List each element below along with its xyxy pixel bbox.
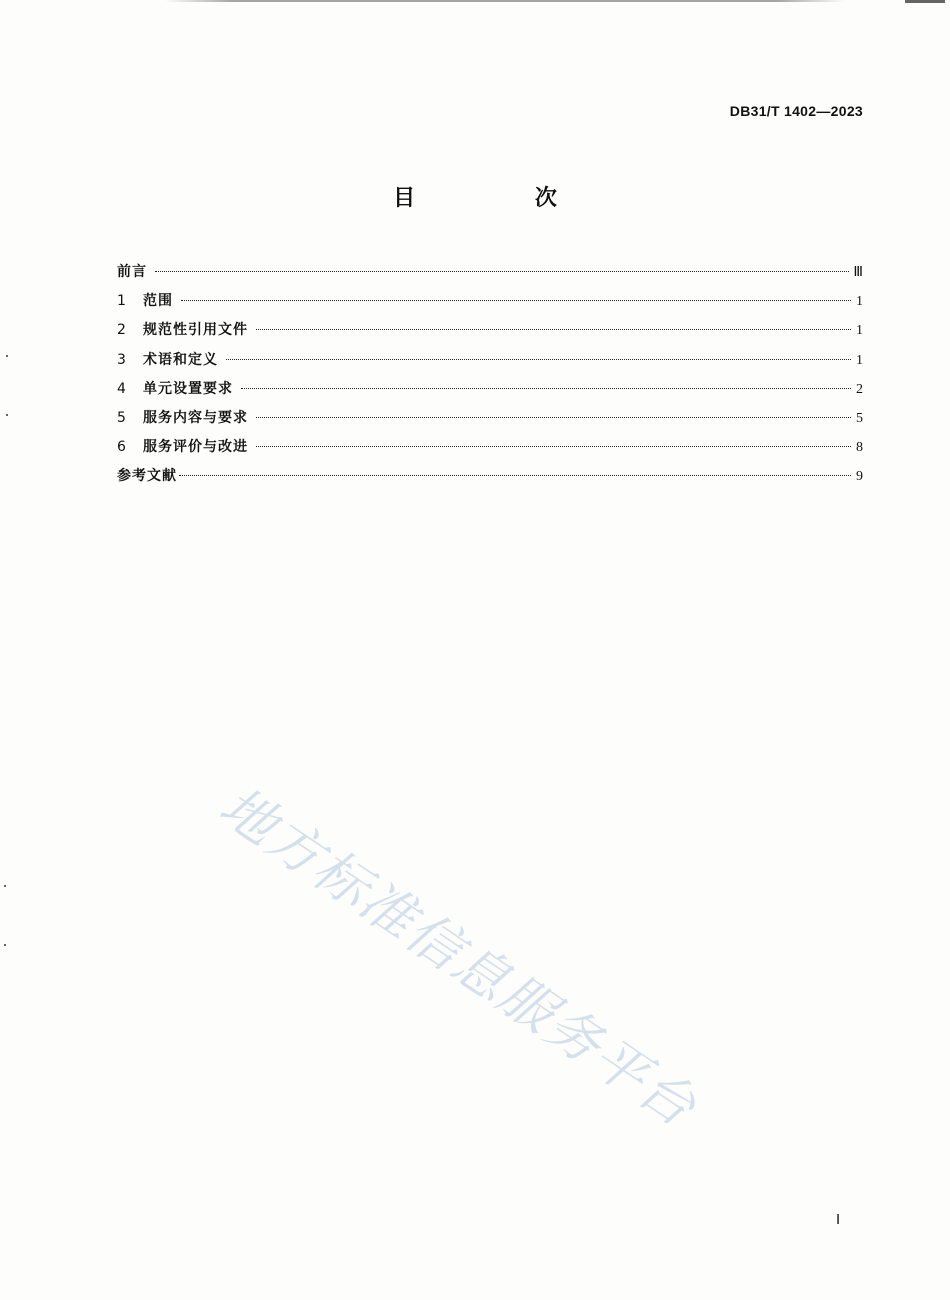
table-of-contents [117, 258, 863, 492]
toc-entry-page: 8 [856, 440, 863, 456]
toc-entry-unit-setup[interactable] [117, 375, 863, 404]
toc-leader-dots [226, 359, 851, 360]
toc-entry-text: 术语和定义 [143, 351, 218, 368]
toc-entry-number: 3 [117, 351, 126, 368]
toc-entry-number: 1 [117, 293, 126, 310]
toc-leader-dots [256, 329, 851, 330]
toc-entry-text: 参考文献 [117, 468, 177, 485]
toc-leader-dots [181, 300, 851, 301]
toc-entry-scope[interactable] [117, 287, 863, 316]
toc-entry-number: 5 [117, 409, 126, 426]
scan-edge-top [165, 0, 845, 2]
page-title: 目 次 [393, 186, 613, 211]
toc-entry-terms[interactable] [117, 346, 863, 375]
watermark: 地方标准信息服务平台 [208, 774, 709, 1140]
scan-speck [4, 944, 6, 946]
toc-entry-page: 9 [856, 469, 863, 485]
toc-entry-service-evaluation[interactable] [117, 433, 863, 462]
toc-entry-page: 1 [856, 294, 863, 310]
toc-entry-page: Ⅲ [853, 265, 863, 280]
toc-entry-page: 1 [856, 352, 863, 368]
toc-leader-dots [179, 475, 851, 476]
toc-entry-text: 范围 [143, 293, 173, 310]
scan-speck [6, 355, 8, 357]
scan-speck [6, 414, 8, 416]
toc-leader-dots [155, 271, 849, 272]
toc-entry-text: 规范性引用文件 [143, 322, 248, 339]
toc-entry-number: 4 [117, 380, 126, 397]
page-number: Ⅰ [836, 1213, 841, 1228]
toc-entry-bibliography[interactable] [117, 462, 863, 491]
standard-code: DB31/T 1402—2023 [729, 103, 863, 119]
toc-entry-number: 2 [117, 322, 126, 339]
toc-entry-foreword[interactable] [117, 258, 863, 287]
scan-speck [4, 885, 6, 887]
toc-entry-number: 6 [117, 439, 126, 456]
toc-entry-text: 服务评价与改进 [143, 439, 248, 456]
toc-entry-text: 单元设置要求 [143, 380, 233, 397]
toc-entry-text: 服务内容与要求 [143, 409, 248, 426]
toc-leader-dots [256, 446, 851, 447]
toc-entry-page: 2 [856, 381, 863, 397]
toc-entry-normative-references[interactable] [117, 316, 863, 345]
toc-leader-dots [241, 388, 851, 389]
toc-entry-text: 前言 [117, 264, 147, 280]
toc-entry-page: 5 [856, 410, 863, 426]
scan-edge-corner [905, 0, 945, 3]
toc-leader-dots [256, 417, 851, 418]
toc-entry-page: 1 [856, 323, 863, 339]
toc-entry-service-content[interactable] [117, 404, 863, 433]
